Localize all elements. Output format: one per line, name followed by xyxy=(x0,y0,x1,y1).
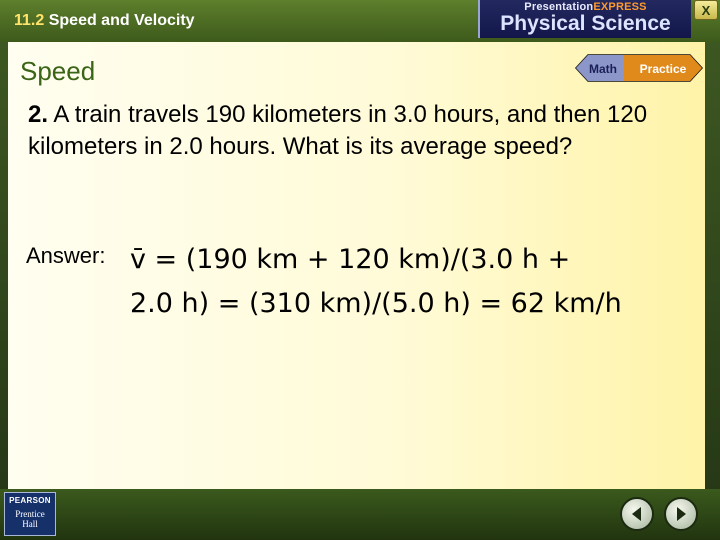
publisher-name: PEARSON xyxy=(9,496,51,505)
badge-math-label: Math xyxy=(589,62,617,76)
question-number: 2. xyxy=(28,101,49,128)
header-bar xyxy=(0,0,720,42)
slide-heading: Speed xyxy=(20,56,96,86)
slide-content xyxy=(8,42,705,489)
close-button[interactable]: X xyxy=(694,0,718,20)
question-text xyxy=(28,99,668,163)
section-name: Speed and Velocity xyxy=(48,12,195,29)
math-practice-badge xyxy=(574,52,704,84)
arrow-left-icon xyxy=(629,506,645,522)
brand-logo xyxy=(478,0,691,38)
brand-title: Physical Science xyxy=(500,12,671,35)
answer-label: Answer: xyxy=(26,243,106,268)
arrow-right-icon xyxy=(673,506,689,522)
publisher-imprint-line-2: Hall xyxy=(22,519,38,529)
question-body: A train travels 190 kilometers in 3.0 hours, and then 120 kilometers in 2.0 hours. What is its average speed? xyxy=(28,101,648,160)
footer-bar xyxy=(0,489,720,540)
answer-equation xyxy=(130,238,690,326)
badge-practice-label: Practice xyxy=(639,62,687,76)
brand-subtitle-prefix: Presentation xyxy=(524,1,594,13)
pearson-logo xyxy=(4,492,56,536)
answer-equation-line-1: v̄ = (190 km + 120 km)/(3.0 h + xyxy=(130,244,571,275)
answer-equation-line-2: 2.0 h) = (310 km)/(5.0 h) = 62 km/h xyxy=(130,288,622,319)
previous-slide-button[interactable] xyxy=(620,497,654,531)
publisher-imprint-line-1: Prentice xyxy=(15,509,45,519)
publisher-imprint xyxy=(5,509,55,529)
next-slide-button[interactable] xyxy=(664,497,698,531)
section-number: 11.2 xyxy=(14,12,45,29)
brand-subtitle-suffix: EXPRESS xyxy=(593,1,647,13)
section-title xyxy=(14,12,195,30)
